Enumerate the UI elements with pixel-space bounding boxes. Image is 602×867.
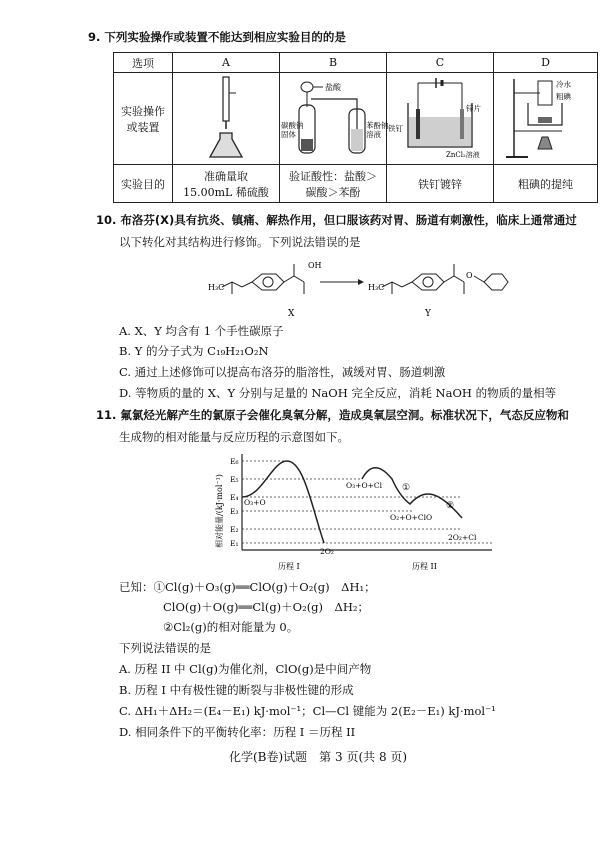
header-cell: B xyxy=(280,53,387,73)
q10-stem-cont: 以下转化对其结构进行修饰。下列说法错误的是 xyxy=(119,235,361,249)
q11-stem: 11. 氟氯烃光解产生的氯原子会催化臭氧分解，造成臭氧层空洞。标准状况下，气态反应物和 xyxy=(96,408,569,422)
apparatus-b xyxy=(280,73,387,165)
electroplating-icon xyxy=(388,73,492,161)
purpose-c: 铁钉镀锌 xyxy=(387,165,494,203)
q11-option-b: B. 历程 I 中有极性键的断裂与非极性键的形成 xyxy=(119,683,354,697)
svg-text:H₃C: H₃C xyxy=(368,283,385,292)
step-2-label: ② xyxy=(446,501,455,511)
y-axis-label: 相对能量/(kJ·mol⁻¹) xyxy=(215,474,224,548)
header-cell: A xyxy=(173,53,280,73)
ibuprofen-structures xyxy=(200,254,510,324)
q11-known-3: ②Cl₂(g)的相对能量为 0。 xyxy=(163,620,299,634)
acid-tubes-icon xyxy=(281,73,389,161)
species-o2-o-clo: O₂+O+ClO xyxy=(390,513,433,522)
svg-text:锌片: 锌片 xyxy=(466,104,481,113)
burette-flask-icon xyxy=(176,73,276,161)
q10-option-c: C. 通过上述修饰可以提高布洛芬的脂溶性，减缓对胃、肠道刺激 xyxy=(119,365,446,379)
row-label: 实验操作 或装置 xyxy=(114,73,173,165)
q10-stem: 10. 布洛芬(X)具有抗炎、镇痛、解热作用，但口服该药对胃、肠道有刺激性，临床上通常通过 xyxy=(96,213,577,227)
svg-text:苯酚钠: 苯酚钠 xyxy=(366,121,389,130)
table-header-row xyxy=(114,53,598,73)
svg-text:铁钉: 铁钉 xyxy=(388,124,403,133)
q9-table xyxy=(113,52,598,203)
q11-option-c: C. ΔH₁＋ΔH₂＝(E₄－E₁) kJ·mol⁻¹；Cl—Cl 键能为 2(E₂－E₁) kJ·mol⁻¹ xyxy=(119,704,496,718)
svg-text:X: X xyxy=(288,309,295,319)
svg-text:盐酸: 盐酸 xyxy=(325,83,341,92)
purpose-d: 粗碘的提纯 xyxy=(494,165,598,203)
header-cell: D xyxy=(494,53,598,73)
path-1-label: 历程 I xyxy=(278,562,300,571)
q10-option-b: B. Y 的分子式为 C₁₉H₂₁O₂N xyxy=(119,344,269,358)
q11-known-1: 已知：①Cl(g)＋O₃(g)══ClO(g)＋O₂(g) ΔH₁； xyxy=(119,580,376,594)
species-2o2: 2O₂ xyxy=(320,547,334,556)
svg-text:冷水: 冷水 xyxy=(555,80,571,89)
e3-label: E₃ xyxy=(230,507,239,516)
e2-label: E₂ xyxy=(230,525,239,534)
page-footer: 化学(B卷)试题 第 3 页(共 8 页) xyxy=(229,750,408,764)
energy-profile-diagram xyxy=(212,448,502,578)
svg-text:Y: Y xyxy=(425,309,431,319)
row-label: 实验目的 xyxy=(114,165,173,203)
apparatus-d xyxy=(494,73,598,165)
e4-label: E₄ xyxy=(230,493,239,502)
q11-stem-cont: 生成物的相对能量与反应历程的示意图如下。 xyxy=(119,430,349,444)
sublimation-icon xyxy=(498,73,594,161)
species-o3-o-cl: O₃+O+Cl xyxy=(346,481,383,490)
q11-ask: 下列说法错误的是 xyxy=(119,641,211,655)
q10-option-d: D. 等物质的量的 X、Y 分别与足量的 NaOH 完全反应，消耗 NaOH 的物质的量相等 xyxy=(119,386,557,400)
q9-stem: 9. 下列实验操作或装置不能达到相应实验目的的是 xyxy=(88,30,346,44)
svg-text:H₃C: H₃C xyxy=(208,283,225,292)
species-2o2-cl: 2O₂+Cl xyxy=(448,533,477,542)
q10-option-a: A. X、Y 均含有 1 个手性碳原子 xyxy=(119,324,284,338)
svg-text:碳酸钠: 碳酸钠 xyxy=(281,121,304,130)
header-cell: 选项 xyxy=(114,53,173,73)
svg-text:O: O xyxy=(466,271,473,280)
apparatus-a xyxy=(173,73,280,165)
table-row-apparatus xyxy=(114,73,598,165)
purpose-b: 验证酸性：盐酸＞ 碳酸＞苯酚 xyxy=(280,165,387,203)
header-cell: C xyxy=(387,53,494,73)
svg-text:溶液: 溶液 xyxy=(366,130,381,139)
purpose-a: 准确量取 15.00mL 稀硫酸 xyxy=(173,165,280,203)
e6-label: E₆ xyxy=(230,457,239,466)
svg-text:ZnCl₂溶液: ZnCl₂溶液 xyxy=(446,151,480,159)
q11-option-d: D. 相同条件下的平衡转化率：历程 I ＝历程 II xyxy=(119,725,356,739)
apparatus-c xyxy=(387,73,494,165)
svg-text:粗碘: 粗碘 xyxy=(555,92,571,101)
table-row-purpose xyxy=(114,165,598,203)
e1-label: E₁ xyxy=(230,539,239,548)
e5-label: E₅ xyxy=(230,475,239,484)
path-2-label: 历程 II xyxy=(412,562,437,571)
svg-text:OH: OH xyxy=(308,261,322,270)
svg-text:固体: 固体 xyxy=(281,130,296,139)
species-o3-o: O₃+O xyxy=(244,498,266,507)
q11-known-2: ClO(g)＋O(g)══Cl(g)＋O₂(g) ΔH₂； xyxy=(163,600,369,614)
q11-option-a: A. 历程 II 中 Cl(g)为催化剂，ClO(g)是中间产物 xyxy=(119,662,372,676)
step-1-label: ① xyxy=(402,483,411,493)
